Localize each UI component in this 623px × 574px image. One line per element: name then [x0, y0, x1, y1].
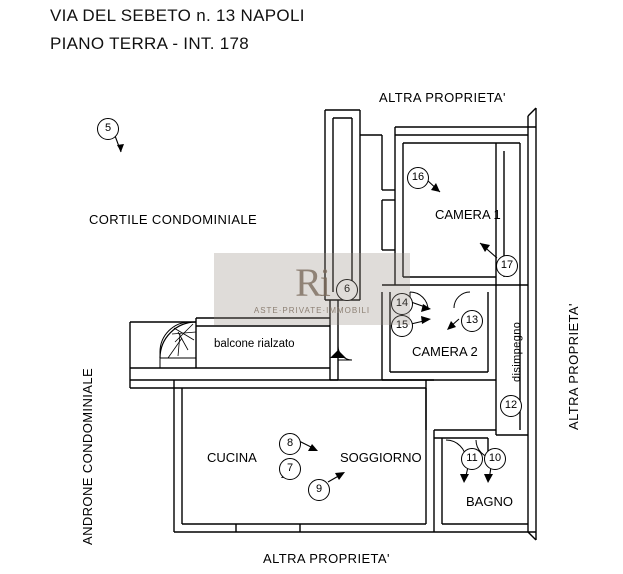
- watermark-logo: Ri: [295, 259, 329, 305]
- label-disimpegno: disimpegno: [511, 321, 523, 382]
- marker-16[interactable]: 16: [407, 167, 429, 189]
- marker-10[interactable]: 10: [484, 448, 506, 470]
- marker-14[interactable]: 14: [391, 293, 413, 315]
- marker-9[interactable]: 9: [308, 479, 330, 501]
- marker-17[interactable]: 17: [496, 255, 518, 277]
- marker-11[interactable]: 11: [461, 448, 483, 470]
- marker-8[interactable]: 8: [279, 433, 301, 455]
- label-camera-2: CAMERA 2: [412, 344, 478, 359]
- label-balcone-rialzato: balcone rialzato: [214, 338, 295, 350]
- label-androne-condominiale: ANDRONE CONDOMINIALE: [80, 367, 95, 545]
- marker-12[interactable]: 12: [500, 395, 522, 417]
- page-title-line-2: PIANO TERRA - INT. 178: [50, 34, 250, 53]
- watermark-text: ASTE·PRIVATE·IMMOBILI: [253, 305, 371, 315]
- label-bagno: BAGNO: [466, 494, 513, 509]
- label-cortile-condominiale: CORTILE CONDOMINIALE: [89, 212, 258, 227]
- marker-13[interactable]: 13: [461, 310, 483, 332]
- label-camera-1: CAMERA 1: [435, 207, 501, 222]
- label-cucina: CUCINA: [207, 450, 257, 465]
- label-altra-proprieta-bottom: ALTRA PROPRIETA': [263, 551, 390, 566]
- marker-5[interactable]: 5: [97, 118, 119, 140]
- label-soggiorno: SOGGIORNO: [340, 450, 422, 465]
- marker-15[interactable]: 15: [391, 315, 413, 337]
- label-altra-proprieta-top: ALTRA PROPRIETA': [379, 90, 506, 105]
- page-title-line-1: VIA DEL SEBETO n. 13 NAPOLI: [50, 6, 305, 25]
- marker-7[interactable]: 7: [279, 458, 301, 480]
- marker-6[interactable]: 6: [336, 279, 358, 301]
- label-altra-proprieta-right: ALTRA PROPRIETA': [566, 303, 581, 430]
